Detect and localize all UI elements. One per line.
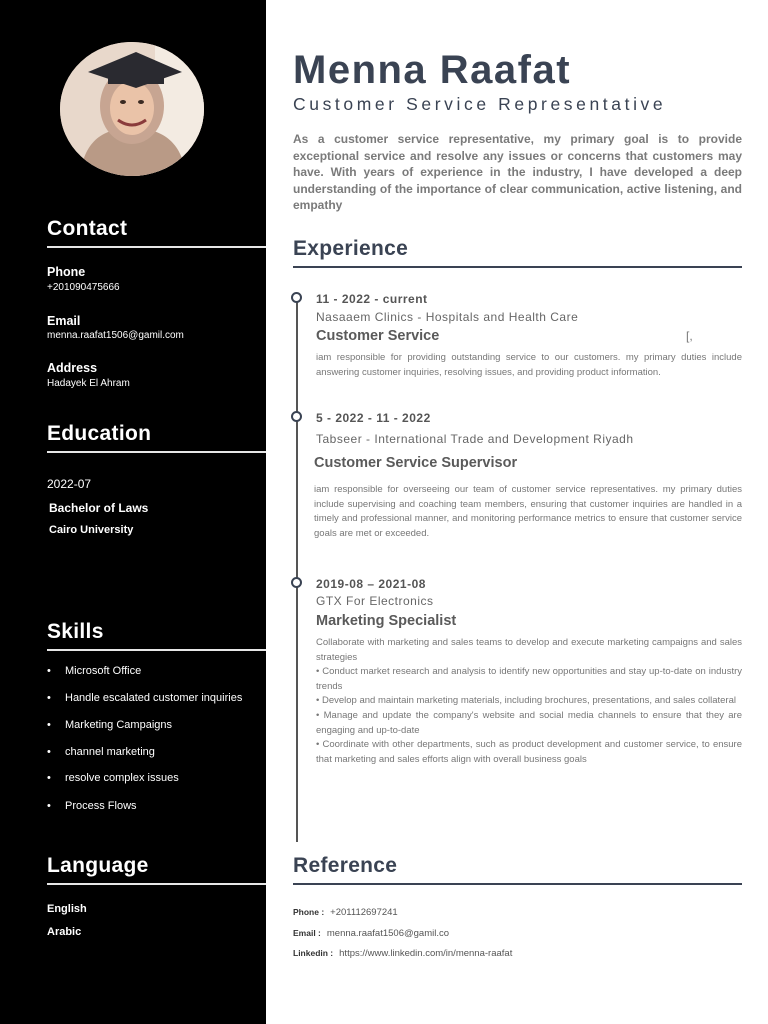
candidate-name: Menna Raafat — [293, 48, 572, 92]
phone-value: +201090475666 — [47, 282, 120, 293]
timeline-dot — [291, 411, 302, 422]
skill-item: • Process Flows — [47, 800, 242, 820]
language-item: English — [47, 903, 87, 915]
job-date: 2019-08 – 2021-08 — [316, 577, 426, 591]
timeline-dot — [291, 292, 302, 303]
reference-linkedin-label: Linkedin : — [293, 948, 334, 958]
reference-divider — [293, 883, 742, 885]
job-bullet: • Develop and maintain marketing materials, including brochures, presentations, and sales collateral — [316, 695, 736, 707]
job-date: 5 - 2022 - 11 - 2022 — [316, 411, 431, 425]
education-school: Cairo University — [49, 524, 134, 536]
skill-item: • Handle escalated customer inquiries — [47, 692, 242, 719]
timeline-line — [296, 302, 298, 842]
job-description: iam responsible for providing outstanding service to our customers. my primary duties include answering customer inquiries, resolving issues, and providing product information. — [316, 352, 742, 378]
skill-item: • Marketing Campaigns — [47, 719, 242, 746]
contact-heading: Contact — [47, 217, 128, 240]
skills-divider — [47, 649, 266, 651]
job-date: 11 - 2022 - current — [316, 292, 428, 306]
phone-label: Phone — [47, 265, 86, 279]
skill-item: • channel marketing — [47, 746, 242, 772]
reference-linkedin — [293, 948, 512, 959]
skill-item: • Microsoft Office — [47, 665, 242, 692]
job-role: Marketing Specialist — [316, 613, 457, 629]
reference-email-value: menna.raafat1506@gamil.co — [326, 928, 450, 939]
reference-heading: Reference — [293, 854, 398, 877]
reference-phone-value: +201112697241 — [330, 907, 398, 918]
sidebar — [0, 0, 266, 1024]
language-item: Arabic — [47, 926, 82, 938]
stray-mark: [, — [686, 329, 693, 343]
education-degree: Bachelor of Laws — [49, 501, 149, 515]
job-company: Nasaaem Clinics - Hospitals and Health Care — [316, 310, 579, 324]
skill-item: • resolve complex issues — [47, 772, 242, 800]
reference-email-label: Email : — [293, 928, 321, 938]
job-bullet: Collaborate with marketing and sales teams to develop and execute marketing campaigns and sales strategies — [316, 637, 742, 663]
skills-list — [47, 665, 242, 820]
timeline-dot — [291, 577, 302, 588]
reference-phone — [293, 907, 398, 918]
education-heading: Education — [47, 422, 152, 445]
contact-divider — [47, 246, 266, 248]
candidate-title: Customer Service Representative — [293, 94, 667, 114]
job-company: Tabseer - International Trade and Development Riyadh — [316, 432, 634, 446]
email-value: menna.raafat1506@gamil.com — [47, 330, 184, 341]
reference-linkedin-link[interactable]: https://www.linkedin.com/in/menna-raafat — [339, 948, 513, 959]
profile-photo-illustration — [60, 42, 204, 176]
job-bullet: • Coordinate with other departments, such as product development and customer service, to ensure that marketing and sales efforts align with overall business goals — [316, 739, 742, 765]
address-label: Address — [47, 361, 98, 375]
reference-email — [293, 928, 449, 939]
email-label: Email — [47, 314, 81, 328]
language-heading: Language — [47, 854, 149, 877]
job-bullet: • Conduct market research and analysis to identify new opportunities and stay up-to-date on industry trends — [316, 666, 742, 692]
profile-photo — [60, 42, 204, 176]
job-role: Customer Service Supervisor — [314, 455, 518, 471]
profile-summary: As a customer service representative, my primary goal is to provide exceptional service and resolve any issues or concerns that customers may have. With years of experience in the industry, I have developed a deep understanding of the importance of clear communication, active listening, and empathy — [293, 132, 742, 212]
job-description: iam responsible for overseeing our team of customer service representatives. my primary duties include supervising and coaching team members, ensuring that customer inquiries are handled in a timely and professional manner, and monitoring performance metrics to ensure that customer service goals are met or exceeded. — [314, 484, 742, 539]
experience-heading: Experience — [293, 237, 409, 260]
education-date: 2022-07 — [47, 477, 92, 491]
job-company: GTX For Electronics — [316, 594, 434, 608]
language-divider — [47, 883, 266, 885]
address-value: Hadayek El Ahram — [47, 378, 130, 389]
job-role: Customer Service — [316, 328, 440, 344]
job-bullet: • Manage and update the company's website and social media channels to ensure that they are engaging and up-to-date — [316, 709, 742, 736]
job-description — [316, 636, 742, 767]
skills-heading: Skills — [47, 620, 104, 643]
education-divider — [47, 451, 266, 453]
experience-divider — [293, 266, 742, 268]
reference-phone-label: Phone : — [293, 907, 325, 917]
